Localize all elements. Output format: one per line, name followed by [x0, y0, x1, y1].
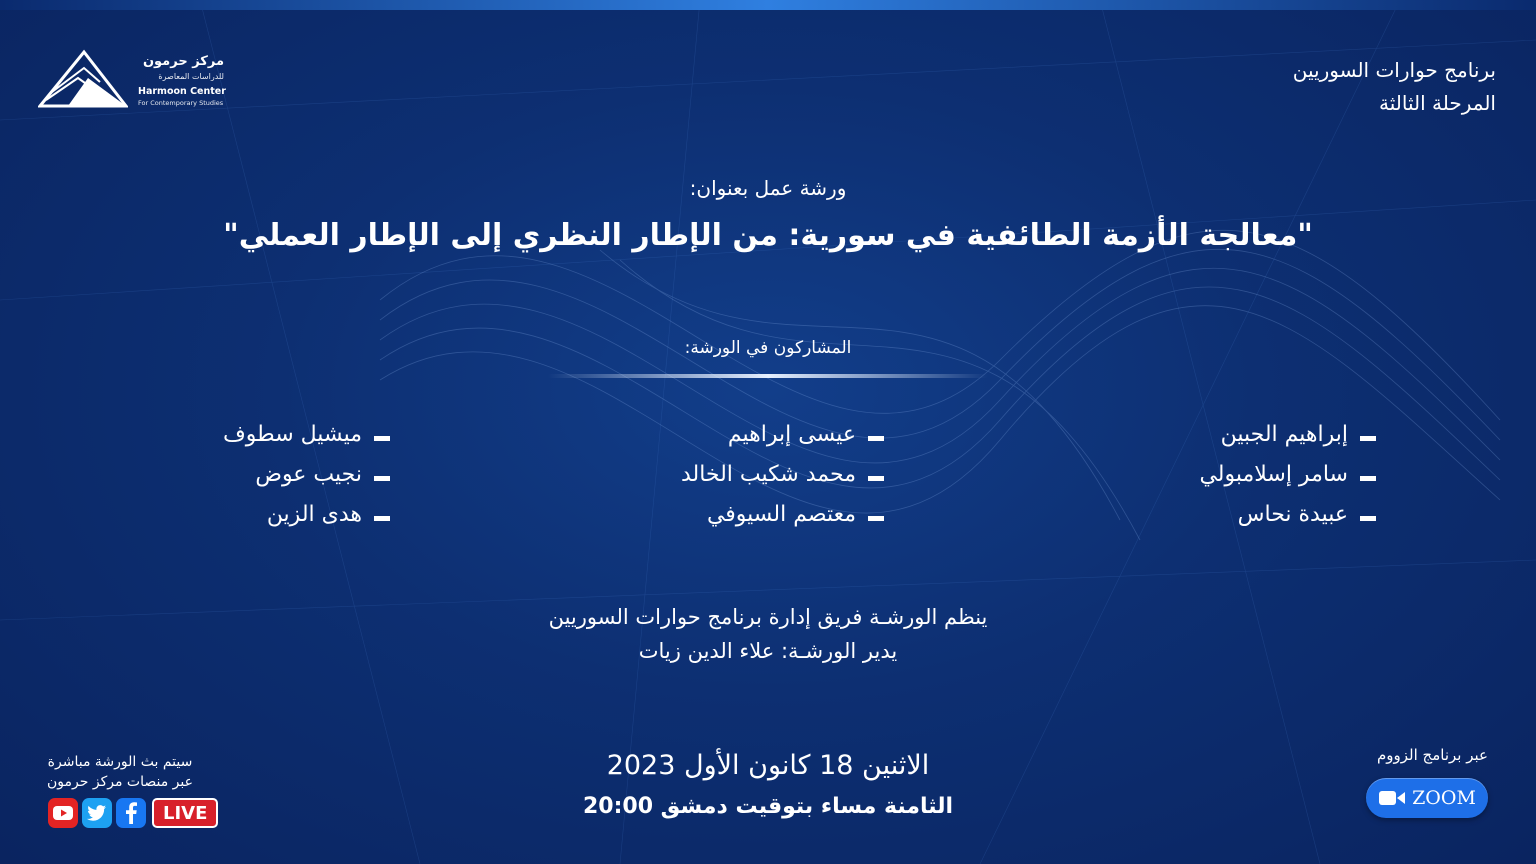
twitter-bird-glyph: [87, 805, 107, 821]
participant-name: نجيب عوض: [255, 461, 362, 487]
organizer-block: [0, 600, 1536, 668]
event-time: الثامنة مساء بتوقيت دمشق 20:00: [582, 794, 953, 819]
dash-bullet-icon: [374, 436, 390, 441]
program-header: [1293, 54, 1496, 120]
participants-column-3: [30, 414, 390, 534]
program-title: برنامج حوارات السوريين: [1292, 58, 1496, 82]
top-accent-bar: [0, 0, 1536, 10]
dash-bullet-icon: [868, 436, 884, 441]
mountain-logo-icon: [38, 48, 128, 110]
participant-name: سامر إسلامبولي: [1199, 461, 1348, 487]
participant-name: هدى الزين: [266, 501, 362, 527]
workshop-label: ورشة عمل بعنوان:: [689, 176, 847, 200]
program-phase: المرحلة الثالثة: [1379, 91, 1496, 115]
dash-bullet-icon: [1360, 476, 1376, 481]
facebook-icon[interactable]: [116, 798, 146, 828]
zoom-button-label: ZOOM: [1412, 787, 1476, 809]
moderator-text: يدير الورشـة: علاء الدين زيات: [638, 639, 898, 663]
dash-bullet-icon: [374, 516, 390, 521]
participant-name: عبيدة نحاس: [1237, 501, 1348, 527]
logo-subtitle-ar: للدراسات المعاصرة: [158, 72, 224, 81]
event-date: الاثنين 18 كانون الأول 2023: [606, 750, 930, 781]
participant-item: [524, 454, 884, 494]
logo-name-ar: مركز حرمون: [142, 54, 224, 69]
participants-column-1: [1016, 414, 1376, 534]
video-camera-icon: [1378, 789, 1406, 807]
youtube-icon[interactable]: [48, 798, 78, 828]
facebook-f-glyph: [124, 802, 138, 824]
dash-bullet-icon: [868, 476, 884, 481]
twitter-icon[interactable]: [82, 798, 112, 828]
participant-item: [30, 454, 390, 494]
participant-name: محمد شكيب الخالد: [680, 461, 856, 487]
broadcast-line-2: عبر منصات مركز حرمون: [47, 774, 193, 790]
dash-bullet-icon: [1360, 516, 1376, 521]
social-links: [48, 798, 218, 828]
dash-bullet-icon: [1360, 436, 1376, 441]
participant-name: عيسى إبراهيم: [727, 421, 856, 447]
dash-bullet-icon: [374, 476, 390, 481]
workshop-title: "معالجة الأزمة الطائفية في سورية: من الإطار النظري إلى الإطار العملي": [223, 218, 1313, 253]
broadcast-line-1: سيتم بث الورشة مباشرة: [47, 754, 193, 770]
broadcast-text: [30, 752, 210, 792]
zoom-button[interactable]: [1366, 778, 1488, 818]
youtube-play-glyph: [53, 806, 73, 820]
section-divider: [548, 374, 988, 378]
participant-item: [1016, 414, 1376, 454]
organizer-text: ينظم الورشـة فريق إدارة برنامج حوارات السوريين: [548, 605, 988, 629]
participant-item: [1016, 494, 1376, 534]
participant-item: [524, 494, 884, 534]
zoom-label: عبر برنامج الزووم: [1377, 746, 1488, 764]
participant-name: ميشيل سطوف: [223, 421, 362, 447]
participant-item: [30, 494, 390, 534]
harmoon-logo: [38, 48, 228, 110]
live-badge: LIVE: [152, 798, 218, 828]
participants-label: المشاركون في الورشة:: [684, 338, 852, 358]
logo-name-en: Harmoon Center: [138, 86, 226, 97]
dash-bullet-icon: [868, 516, 884, 521]
participants-column-2: [524, 414, 884, 534]
participant-name: إبراهيم الجبين: [1220, 421, 1348, 447]
logo-subtitle-en: For Contemporary Studies: [138, 99, 224, 107]
participant-name: معتصم السيوفي: [706, 501, 856, 527]
participant-item: [524, 414, 884, 454]
participant-item: [30, 414, 390, 454]
participant-item: [1016, 454, 1376, 494]
